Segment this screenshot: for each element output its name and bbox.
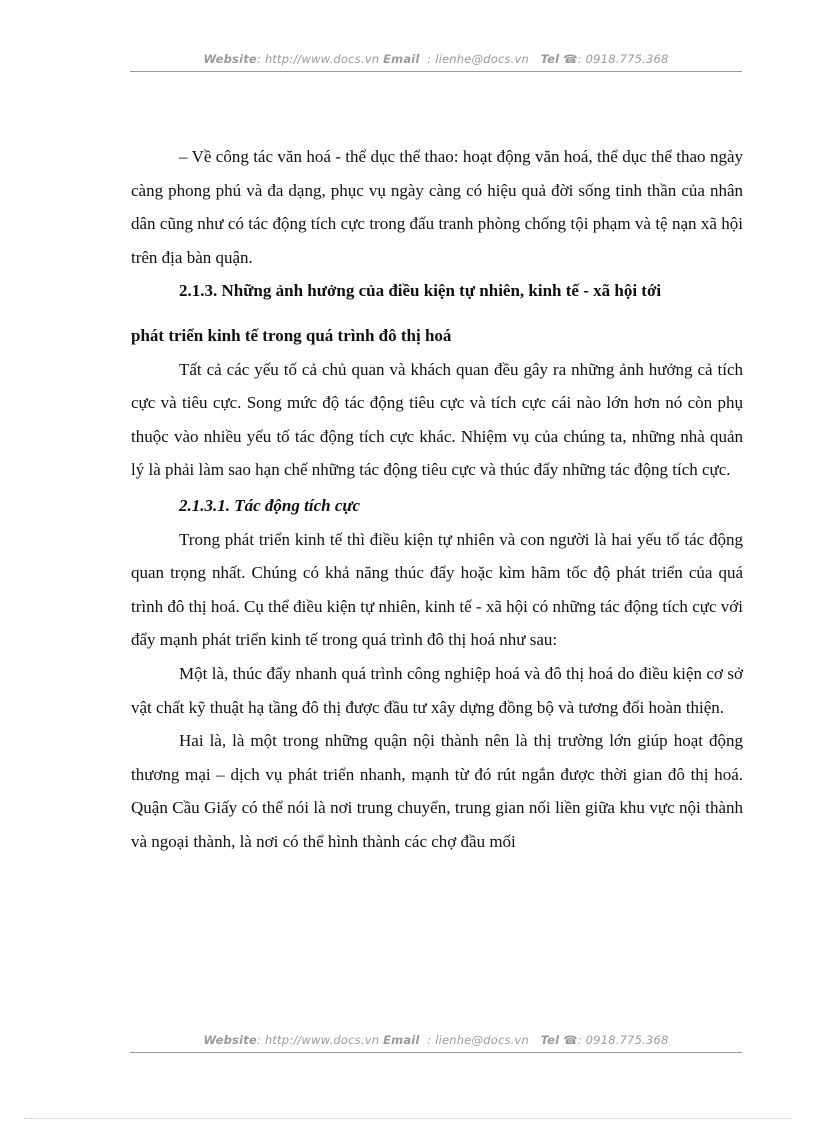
document-body [131, 140, 743, 858]
phone-icon: ☎ [563, 1033, 578, 1047]
header-email-label: Email [383, 52, 420, 66]
footer-email-label: Email [383, 1033, 420, 1047]
paragraph-intro: Tất cả các yếu tố cả chủ quan và khách quan đều gây ra những ảnh hưởng cả tích cực và tiêu cực. Song mức độ tác động tiêu cực và tích cực cái nào lớn hơn nó còn phụ thuộc vào nhiều yếu tố tác động tích cực khác. Nhiệm vụ của chúng ta, những nhà quản lý là phải làm sao hạn chế những tác động tiêu cực và thúc đẩy những tác động tích cực. [131, 359, 743, 480]
footer-tel-label: Tel [540, 1033, 560, 1047]
header-rule [130, 71, 742, 72]
section-heading-2-1-3-line1: 2.1.3. Những ảnh hưởng của điều kiện tự nhiên, kinh tế - xã hội tới [179, 281, 662, 301]
subsection-heading-2-1-3-1: 2.1.3.1. Tác động tích cực [179, 495, 361, 515]
header-tel-label: Tel [540, 52, 560, 66]
phone-icon: ☎ [563, 52, 578, 66]
paragraph-factors: Trong phát triển kinh tế thì điều kiện tự nhiên và con người là hai yếu tố tác động quan trọng nhất. Chúng có khả năng thúc đẩy hoặc kìm hãm tốc độ phát triển của quá trình đô thị hoá. Cụ thể điều kiện tự nhiên, kinh tế - xã hội có những tác động tích cực với đẩy mạnh phát triển kinh tế trong quá trình đô thị hoá như sau: [131, 529, 743, 650]
header-website-url[interactable]: : http://www.docs.vn [256, 52, 380, 66]
footer-website-url[interactable]: : http://www.docs.vn [256, 1033, 380, 1047]
header-tel-value: : 0918.775.368 [577, 52, 669, 66]
header-email-value[interactable]: : lienhe@docs.vn [427, 52, 530, 66]
footer-rule [130, 1052, 742, 1053]
footer-email-value[interactable]: : lienhe@docs.vn [427, 1033, 530, 1047]
page-header [130, 52, 742, 66]
paragraph-two: Hai là, là một trong những quận nội thành nên là thị trường lớn giúp hoạt động thương mại – dịch vụ phát triển nhanh, mạnh từ đó rút ngắn được thời gian đô thị hoá. Quận Cầu Giấy có thể nói là nơi trung chuyển, trung gian nối liền giữa khu vực nội thành và ngoại thành, là nơi có thể hình thành các chợ đầu mối [131, 731, 743, 851]
section-heading-2-1-3 [131, 274, 743, 352]
page-edge-divider [24, 1118, 792, 1119]
section-heading-2-1-3-line2: phát triển kinh tế trong quá trình đô thị hoá [131, 325, 452, 345]
header-website-label: Website [203, 52, 257, 66]
footer-tel-value: : 0918.775.368 [577, 1033, 669, 1047]
page-footer [130, 1033, 742, 1047]
paragraph-culture: – Về công tác văn hoá - thể dục thể thao: hoạt động văn hoá, thể dục thể thao ngày càng phong phú và đa dạng, phục vụ ngày càng có hiệu quả đời sống tinh thần của nhân dân cũng như có tác động tích cực trong đấu tranh phòng chống tội phạm và tệ nạn xã hội trên địa bàn quận. [131, 147, 743, 267]
paragraph-one: Một là, thúc đẩy nhanh quá trình công nghiệp hoá và đô thị hoá do điều kiện cơ sở vật chất kỹ thuật hạ tầng đô thị được đầu tư xây dựng đồng bộ và tương đối hoàn thiện. [131, 663, 743, 717]
footer-website-label: Website [203, 1033, 257, 1047]
